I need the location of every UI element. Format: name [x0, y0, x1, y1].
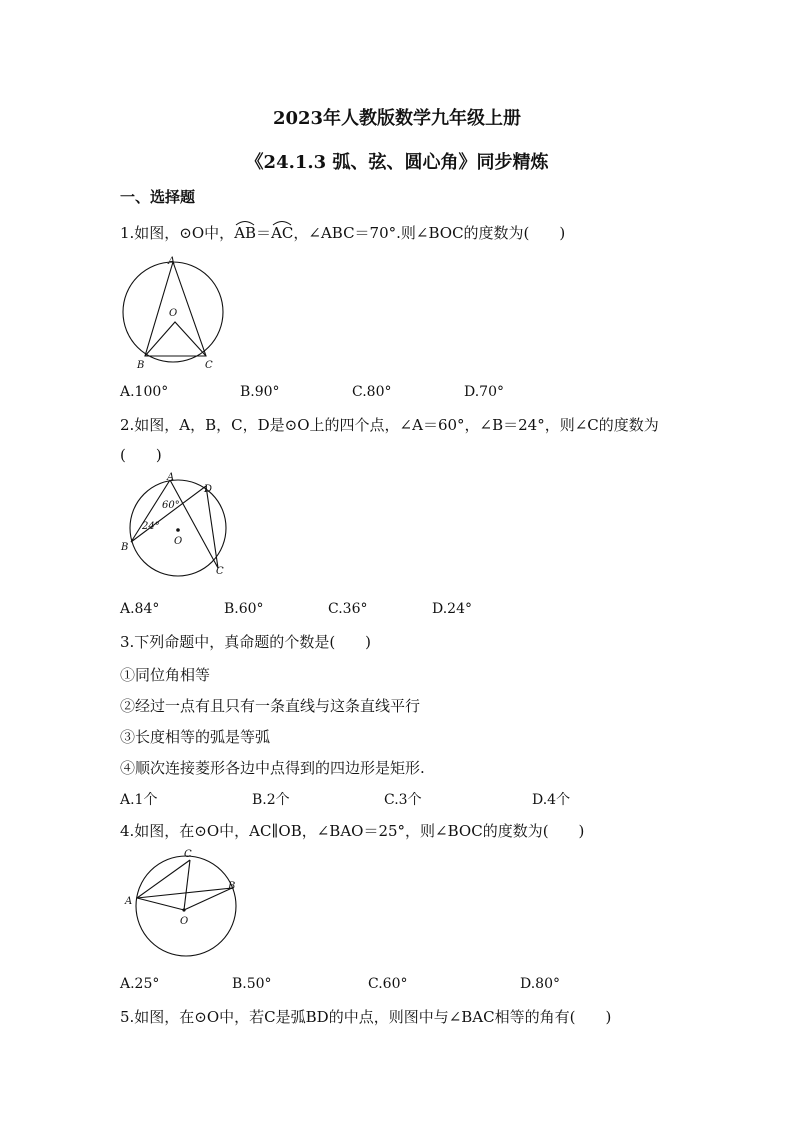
label-c: C: [216, 566, 224, 577]
question-1-stem-pre: 1.如图，⊙O中，: [120, 224, 235, 242]
circle-o: [136, 856, 236, 956]
label-a: A: [168, 256, 176, 267]
question-2-stem-line-1: 2.如图，A，B，C，D是⊙O上的四个点，∠A＝60°，∠B＝24°，则∠C的度数为: [120, 416, 659, 434]
question-1-stem-post: ，∠ABC＝70°.则∠BOC的度数为( ): [293, 224, 566, 242]
q3-item-2: ②经过一点有且只有一条直线与这条直线平行: [120, 697, 421, 715]
center-dot: [182, 908, 185, 911]
q3-option-c[interactable]: C.3个: [384, 792, 422, 808]
arc-ab: [234, 218, 256, 242]
radius-ob: [184, 888, 232, 910]
q2-option-b[interactable]: B.60°: [224, 601, 264, 617]
question-1-eq: ＝: [256, 224, 272, 242]
arc-ac: [271, 218, 293, 242]
q4-option-b[interactable]: B.50°: [232, 976, 272, 992]
center-dot: [176, 528, 180, 532]
question-4-figure: [118, 846, 248, 966]
q1-option-a[interactable]: A.100°: [120, 384, 169, 400]
radius-oc: [184, 860, 190, 910]
q3-item-1: ①同位角相等: [120, 666, 211, 684]
label-d: D: [204, 484, 213, 495]
q1-option-b[interactable]: B.90°: [240, 384, 280, 400]
label-b: B: [137, 360, 145, 371]
section-heading: 一、选择题: [120, 188, 196, 206]
q1-option-d[interactable]: D.70°: [464, 384, 504, 400]
q2-option-a[interactable]: A.84°: [120, 601, 160, 617]
question-2-figure: [118, 474, 238, 584]
arc-ab-label: AB: [234, 224, 257, 242]
chord-ab: [137, 888, 232, 898]
q3-option-b[interactable]: B.2个: [252, 792, 290, 808]
label-angle-b: 24°: [142, 521, 160, 532]
question-5-stem: 5.如图，在⊙O中，若C是弧BD的中点，则图中与∠BAC相等的角有( ): [120, 1008, 612, 1026]
q3-item-4: ④顺次连接菱形各边中点得到的四边形是矩形.: [120, 759, 425, 777]
arc-mark-icon: [234, 218, 256, 226]
question-3-stem: 3.下列命题中，真命题的个数是( ): [120, 633, 372, 651]
label-o: O: [174, 536, 183, 547]
radius-oa: [137, 898, 184, 910]
question-4-stem: 4.如图，在⊙O中，AC∥OB，∠BAO＝25°，则∠BOC的度数为( ): [120, 822, 585, 840]
chord-ac: [137, 860, 190, 898]
q2-option-c[interactable]: C.36°: [328, 601, 368, 617]
label-a: A: [167, 472, 175, 483]
label-o: O: [180, 916, 189, 927]
q3-item-3: ③长度相等的弧是等弧: [120, 728, 271, 746]
question-1-stem: [120, 218, 565, 243]
label-c: C: [184, 849, 192, 860]
label-angle-a: 60°: [162, 500, 180, 511]
q4-option-c[interactable]: C.60°: [368, 976, 408, 992]
label-b: B: [121, 542, 129, 553]
q2-option-d[interactable]: D.24°: [432, 601, 472, 617]
arc-mark-icon: [271, 218, 293, 226]
question-1-figure: [118, 254, 228, 374]
q3-option-a[interactable]: A.1个: [120, 792, 158, 808]
title-line-2: 《24.1.3 弧、弦、圆心角》同步精炼: [245, 152, 549, 173]
question-2-stem-line-2: ( ): [120, 446, 162, 464]
label-a: A: [125, 896, 133, 907]
q4-option-a[interactable]: A.25°: [120, 976, 160, 992]
title-line-1: 2023年人教版数学九年级上册: [272, 108, 522, 129]
q4-option-d[interactable]: D.80°: [520, 976, 560, 992]
label-b: B: [228, 881, 236, 892]
q3-option-d[interactable]: D.4个: [532, 792, 571, 808]
arc-ac-label: AC: [271, 224, 294, 242]
q1-option-c[interactable]: C.80°: [352, 384, 392, 400]
label-c: C: [205, 360, 213, 371]
label-o: O: [169, 308, 178, 319]
